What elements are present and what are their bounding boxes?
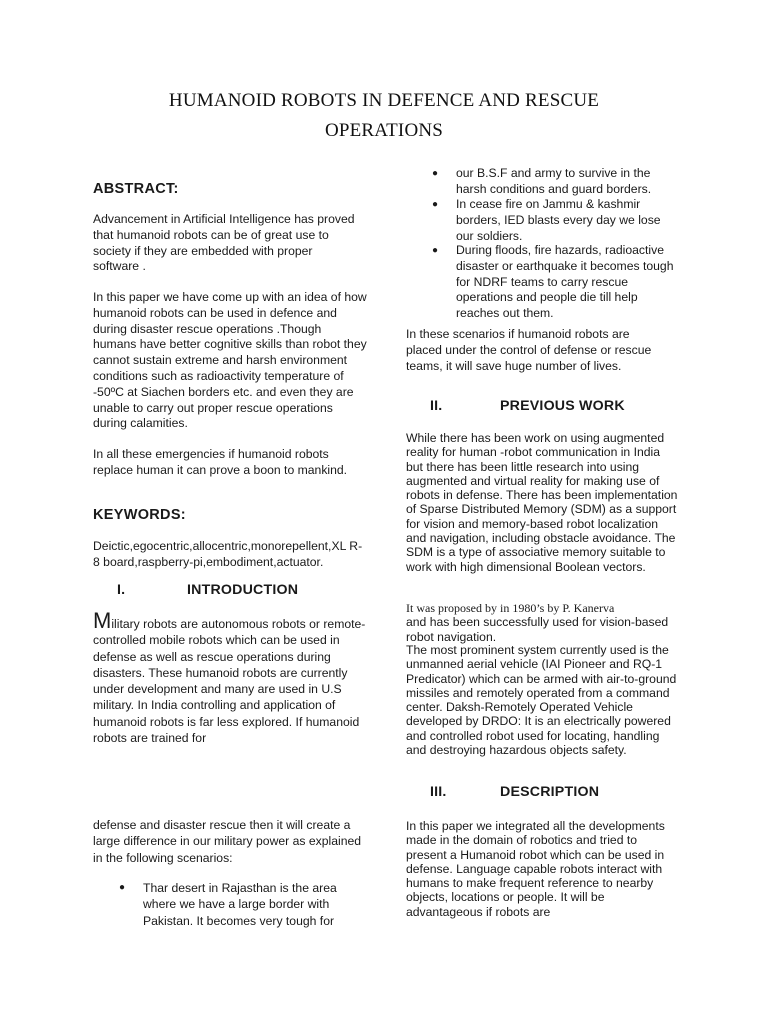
introduction-paragraph-1 [93, 608, 368, 746]
previous-work-paragraph-1: While there has been work on using augmented reality for human -robot communication in India but there has been little research into using augmented and virtual reality for making use of robots in defense. There has been implementation of Sparse Distributed Memory (SDM) as a support for vision and memory-based robot localization and navigation, including obstacle avoidance. The SDM is a type of associative memory suitable to work with high dimensional Boolean vectors. [406, 431, 678, 574]
introduction-paragraph-2: defense and disaster rescue then it will create a large difference in our military power as explained in the following scenarios: [93, 818, 362, 865]
bullet-dot-icon: ● [119, 882, 126, 893]
section-title: DESCRIPTION [500, 784, 600, 800]
citation-continuation: and has been successfully used for vision-based robot navigation. [406, 615, 669, 644]
bullet-text: Thar desert in Rajasthan is the area where we have a large border with Pakistan. It becomes very tough for [143, 881, 337, 928]
bullet-dot-icon: ● [432, 245, 439, 256]
keywords-text: Deictic,egocentric,allocentric,monorepellent,XL R-8 board,raspberry-pi,embodiment,actuator. [93, 539, 363, 569]
previous-work-paragraph-3: The most prominent system currently used is the unmanned aerial vehicle (IAI Pioneer and RQ-1 Predicator) which can be armed with air-to-ground missiles and remotely operated from a command center. Daksh-Remotely Operated Vehicle developed by DRDO: It is an electrically powered and controlled robot used for locating, handling and destroying hazardous objects safety. [406, 643, 677, 758]
description-paragraph-1: In this paper we integrated all the developments made in the domain of robotics and tried to present a Humanoid robot which can be used in defense. Language capable robots interact with humans to make frequent reference to nearby objects, locations or people. It will be advantageous if robots are [406, 819, 665, 919]
abstract-paragraph-1: Advancement in Artificial Intelligence has proved that humanoid robots can be of great use to society if they are embedded with proper software . [93, 212, 355, 274]
abstract-heading: ABSTRACT: [93, 181, 179, 197]
previous-work-paragraph-2 [406, 601, 678, 644]
introduction-text: ilitary robots are autonomous robots or remote-controlled mobile robots which can be used in defense as well as rescue operations during disasters. These humanoid robots are currently under development and many are used in U.S military. In India controlling and application of humanoid robots is far less explored. If humanoid robots are trained for [93, 617, 366, 746]
section-title: PREVIOUS WORK [500, 398, 625, 414]
bullet-text: During floods, fire hazards, radioactive disaster or earthquake it becomes tough for NDRF teams to carry rescue operations and people die till help reaches out them. [456, 243, 674, 321]
keywords-heading: KEYWORDS: [93, 507, 186, 523]
abstract-paragraph-2: In this paper we have come up with an idea of how humanoid robots can be used in defence and during disaster rescue operations .Though humans have better cognitive skills than robot they cannot sustain extreme and harsh environment conditions such as radioactivity temperature of -50ºC at Siachen borders etc. and even they are unable to carry out proper rescue operations during calamities. [93, 290, 367, 431]
bullet-text: our B.S.F and army to survive in the harsh conditions and guard borders. [456, 166, 652, 196]
citation-sentence: It was proposed by in 1980’s by P. Kanerva [406, 601, 615, 615]
section-number: III. [430, 784, 447, 800]
scenario-closing-paragraph: In these scenarios if humanoid robots are placed under the control of defense or rescue teams, it will save huge number of lives. [406, 327, 652, 373]
bullet-dot-icon: ● [432, 199, 439, 210]
bullet-dot-icon: ● [432, 168, 439, 179]
title-line-1: HUMANOID ROBOTS IN DEFENCE AND RESCUE [168, 90, 600, 111]
section-number: II. [430, 398, 443, 414]
section-title: INTRODUCTION [187, 582, 299, 598]
section-number: I. [117, 582, 126, 598]
title-line-2: OPERATIONS [324, 120, 444, 141]
bullet-text: In cease fire on Jammu & kashmir borders, IED blasts every day we lose our soldiers. [456, 197, 661, 243]
abstract-paragraph-3: In all these emergencies if humanoid robots replace human it can prove a boon to mankind. [93, 447, 348, 477]
paper-title [80, 86, 688, 146]
drop-cap: M [93, 608, 112, 633]
